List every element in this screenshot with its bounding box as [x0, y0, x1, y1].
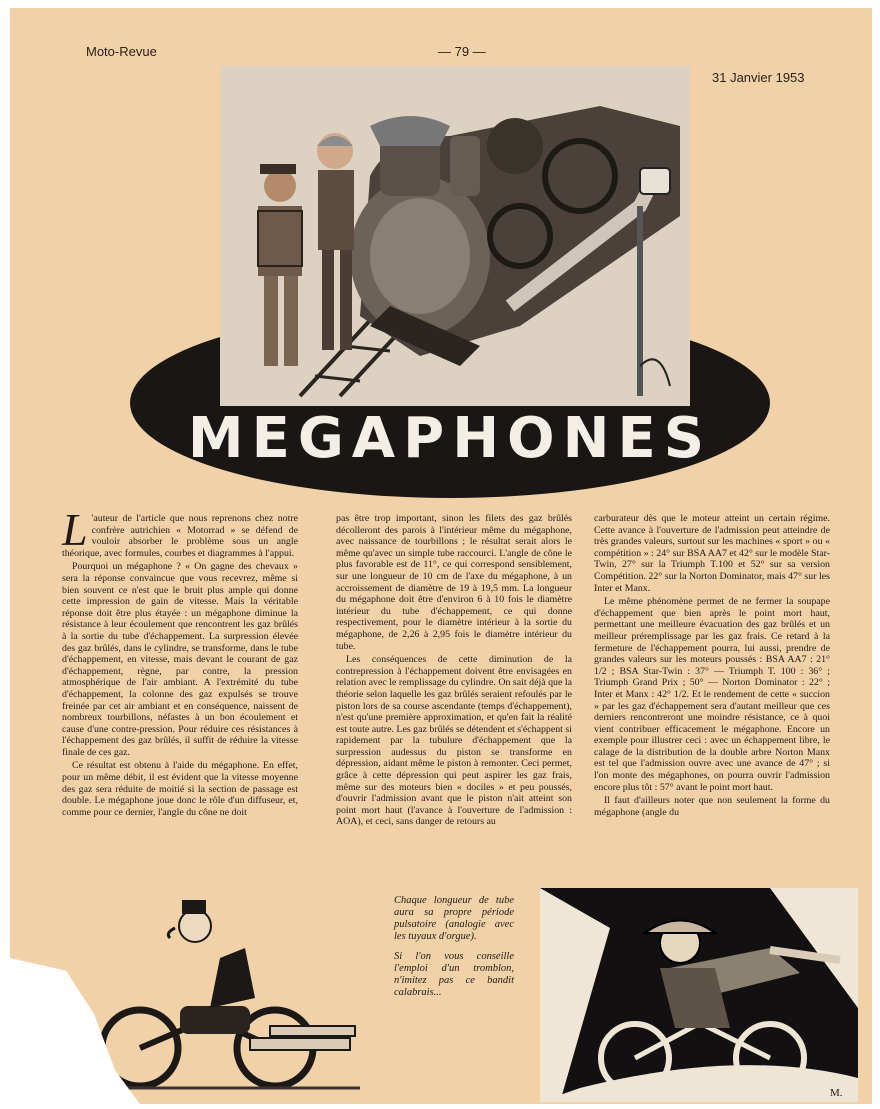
caption-second: Si l'on vous conseille l'emploi d'un tromblon, n'imitez pas ce bandit calabrais... [394, 951, 514, 998]
paragraph: Le même phénomène permet de ne fermer la soupape d'échappement que bien après le point mort haut, permettant une meilleure évacuation des gaz brûlés et un meilleur préremplissage par les gaz frais. Ce retard à la fermeture de l'échappement pourra, lui aussi, prendre de grandes valeurs sur les moteurs poussés : BSA AA7 : 21° 1/2 ; BSA Star-Twin : 37° — Triumph T. 100 : 36° ; Triumph Grand Prix ; 50° — Norton Dominator : 22° ; Inter et Manx : 42° 1/2. Et le rendement de cette « succion » par les gaz d'échappement sera d'autant meilleur que ces derniers rencontreront une moindre résistance, ce à quoi vient contribuer efficacement le mégaphone. Encore un exemple pour illustrer ceci : avec un échappement libre, le calage de la distribution de la double arbre Norton Manx est tel que l'admission ouvre avec une avance de 47° ; si l'on monte des mégaphones, on pourra ouvrir l'admission encore plus tôt : 57° avant le point mort haut. [594, 596, 830, 793]
caption-first: Chaque longueur de tube aura sa propre période pulsatoire (analogie avec les tuyaux d'orgue). [394, 895, 514, 942]
paragraph: Pourquoi un mégaphone ? « On gagne des chevaux » sera la réponse convaincue que vous recevrez, même si bien souvent ce n'est que le bruit plus ample qui donne cette impression de gain de vitesse. Mais la véritable réponse doit être plus étayée : un mégaphone diminue la résistance à leur écoulement que rencontrent les gaz brûlés à la sortie du tube d'échappement. La surpression élevée des gaz brûlés, dans le cylindre, se transforme, dans le tube d'échappement, en vitesse, mais devant le courant de gaz d'échappement, règne, par contre, la pression atmosphérique de l'air ambiant. A l'extrémité du tube d'échappement, la colonne des gaz expulsés se trouve freinée par cet air ambiant et en conséquence, naissent de nombreux tourbillons, néfastes à un bon écoulement et cause d'une contre-pression. Pour réduire ces résistances à l'échappement des gaz brûlés, il suffit de réduire la vitesse finale de ces gaz. [62, 561, 298, 758]
signature: M. [830, 1087, 843, 1099]
article-title: MEGAPHONES [187, 406, 713, 471]
paragraph: Ce résultat est obtenu à l'aide du mégaphone. En effet, pour un même débit, il est évident que la vitesse moyenne des gaz sera réduite de moitié si la section de passage est double. Le mégaphone joue donc le rôle d'un diffuseur, et, comme pour ce dernier, l'angle du cône ne doit [62, 760, 298, 818]
magazine-page [10, 8, 872, 1104]
paragraph: 'auteur de l'article que nous reprenons chez notre confrère autrichien « Motorrad » se défend de vouloir absorber le problème sous un angle théorique, avec formules, courbes et diagrammes à l'appui. [62, 513, 298, 559]
issue-date: 31 Janvier 1953 [712, 70, 805, 85]
page-number: — 79 — [438, 44, 486, 59]
magazine-name: Moto-Revue [86, 44, 157, 59]
drop-cap: L [62, 504, 88, 555]
locomotive-cartoon-illustration [220, 66, 690, 406]
paragraph: Les conséquences de cette diminution de la contrepression à l'échappement doivent être envisagées en relation avec le remplissage du cylindre. On sait déjà que la théorie selon laquelle les gaz brûlés seraient refoulés par le piston lors de sa course ascendante (temps d'échappement), n'est qu'une première approximation, et qu'en fait la réalité est toute autre. Les gaz brûlés se détendent et s'échappent si rapidement par la tubulure d'échappement que la surpression audessus du piston se transforme en dépression, aidant même le piston à remonter. Ceci permet, grâce à cette dépression qui peut aspirer les gaz frais, même sur des moteurs bien « dociles » et peu poussés, d'ouvrir l'admission avant que le piston n'ait atteint son point mort haut (l'avance à l'ouverture de l'admission : AOA), et ceci, sans danger de retours au [336, 654, 572, 828]
article-column-1 [62, 504, 298, 820]
paragraph: pas être trop important, sinon les filets des gaz brûlés décolleront des parois à l'intérieur même du mégaphone, avec naissance de tourbillons ; le résultat serait alors le même qu'avec un simple tube raccourci. L'angle de cône le plus favorable est de 11°, ce qui correspond sensiblement, sur une longueur de 10 cm de l'axe du mégaphone, à un accroissement de diamètre de 19 à 19,5 mm. La longueur du mégaphone doit être d'environ 6 à 10 fois le diamètre intérieur du tube d'échappement, ce qui donne respectivement, pour le diamètre intérieur à la sortie du mégaphone, de 2,26 à 2,95 fois le diamètre intérieur du tube. [336, 513, 572, 652]
illustration-caption [394, 895, 514, 1007]
article-column-3 [594, 513, 830, 820]
paragraph: Il faut d'ailleurs noter que non seulement la forme du mégaphone (angle du [594, 795, 830, 818]
paragraph: carburateur dès que le moteur atteint un certain régime. Cette avance à l'ouverture de l'admission peut atteindre de très grandes valeurs, surtout sur les machines « sport » ou « compétition » : 24° sur BSA AA7 et 42° sur le modèle Star-Twin, 27° sur la Triumph T.100 et 52° sur sa version Compétition. 22° sur la Norton Dominator, mais 47° sur les Inter et Manx. [594, 513, 830, 594]
bandit-motorcyclist-cartoon [540, 888, 858, 1102]
article-column-2 [336, 513, 572, 830]
